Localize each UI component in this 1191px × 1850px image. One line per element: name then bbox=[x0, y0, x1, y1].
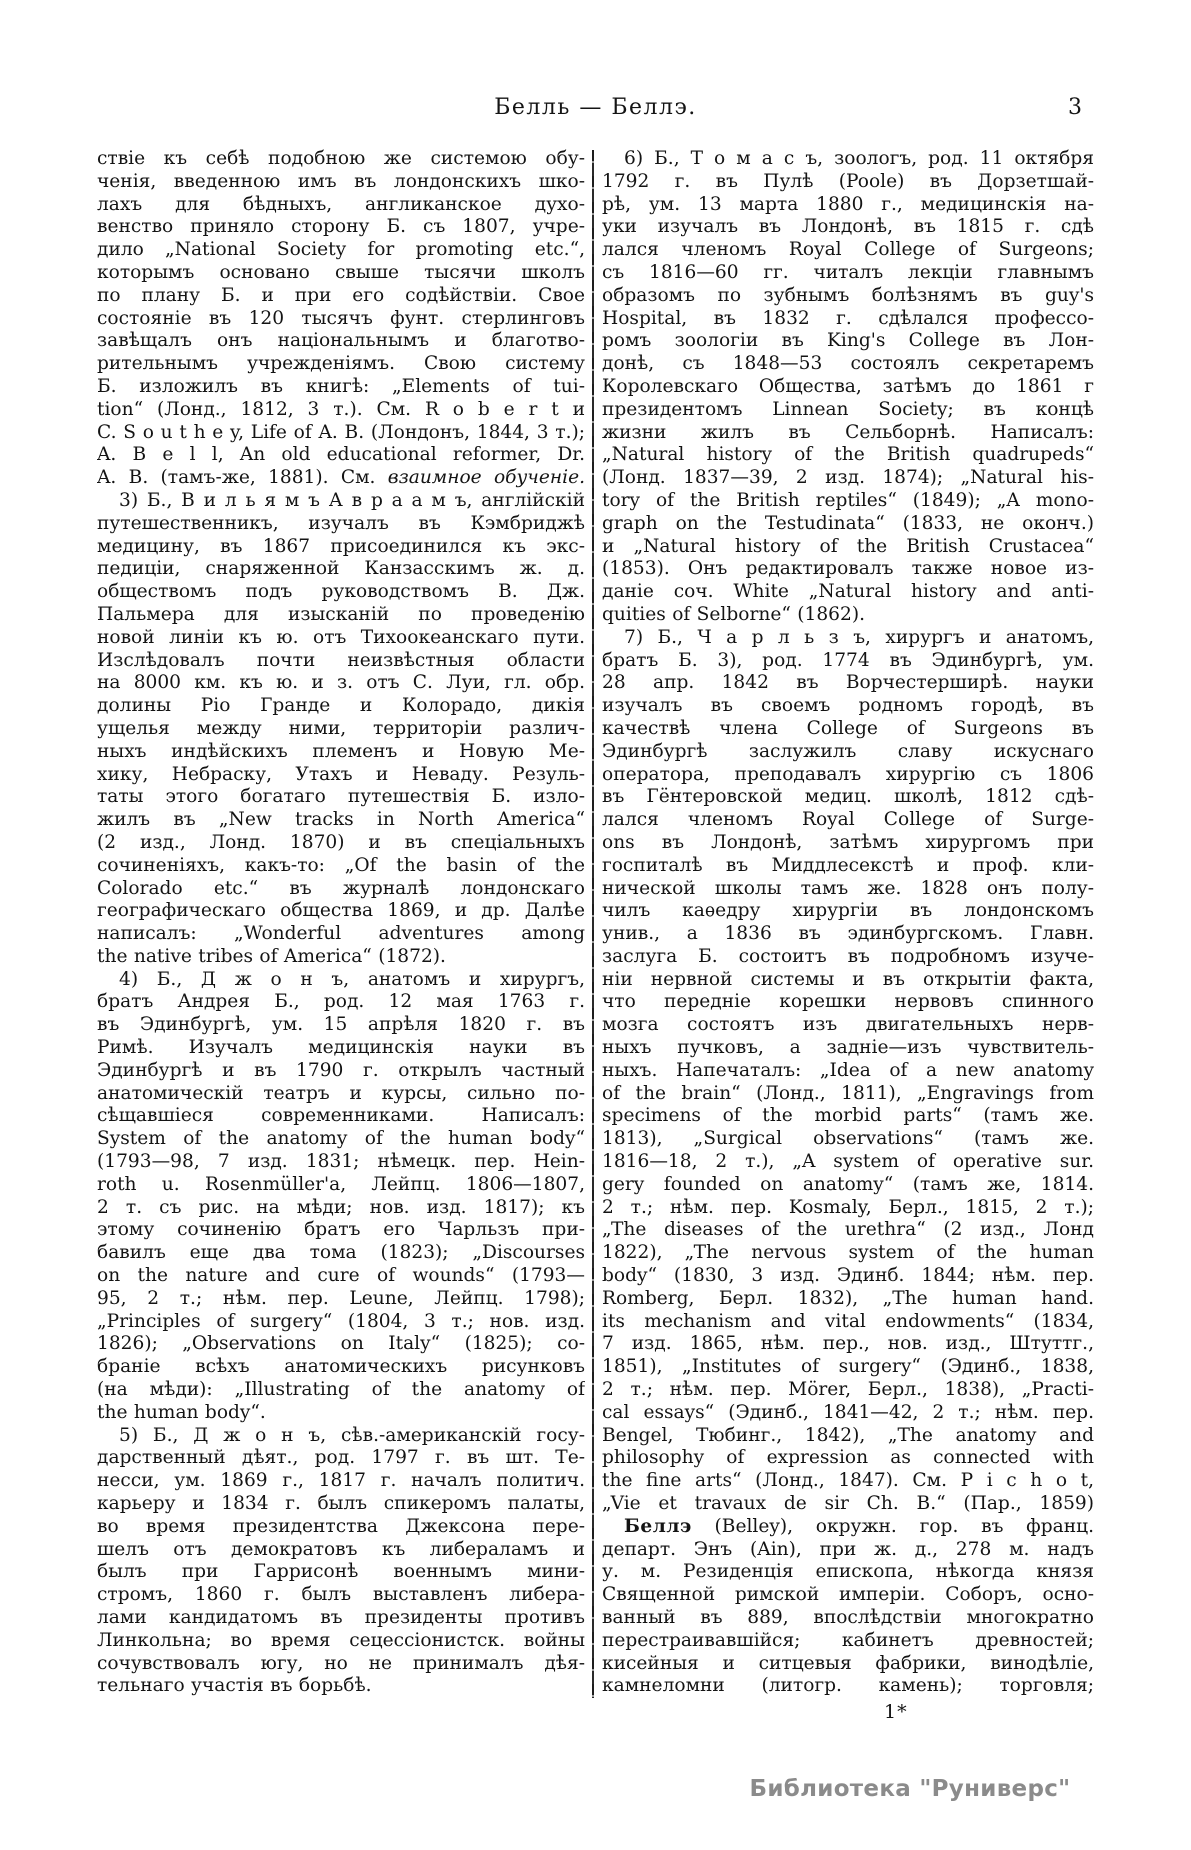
running-head: Белль — Беллэ. bbox=[494, 95, 697, 120]
text-line: нической школы тамъ же. 1828 онъ полу- bbox=[602, 877, 1094, 899]
text-line: Romberg, Берл. 1832), „The human hand. bbox=[602, 1287, 1094, 1309]
text-line: съ 1816—60 гг. читалъ лекціи главнымъ bbox=[602, 261, 1094, 283]
text-line: „Vie et travaux de sir Ch. B.“ (Пар., 1859) bbox=[602, 1493, 1094, 1515]
text-line: лахъ для бѣдныхъ, англиканское духо- bbox=[97, 193, 585, 215]
page-number: 3 bbox=[1068, 95, 1082, 120]
text-line: таты этого богатаго путешествія Б. изло- bbox=[97, 786, 585, 808]
text-line: сочиненіяхъ, какъ-то: „Of the basin of the bbox=[97, 854, 585, 876]
text-line: стромъ, 1860 г. былъ выставленъ либера- bbox=[97, 1584, 585, 1606]
text-line: A. B. (тамъ-же, 1881). См. взаимное обученіе. bbox=[97, 467, 585, 489]
text-line: лался членомъ Royal College of Surgeons; bbox=[602, 239, 1094, 261]
text-line: жизни жилъ въ Сельборнѣ. Написалъ: bbox=[602, 421, 1094, 443]
text-line: даніе соч. White „Natural history and anti- bbox=[602, 581, 1094, 603]
text-line: 1813), „Surgical observations“ (тамъ же. bbox=[602, 1128, 1094, 1150]
text-line: ствіе къ себѣ подобною же системою обу- bbox=[97, 148, 585, 169]
text-line: анатомическій театръ и курсы, сильно по- bbox=[97, 1082, 585, 1104]
text-line: жилъ въ „New tracks in North America“ bbox=[97, 809, 585, 831]
text-line: Беллэ (Belley), окружн. гор. въ франц. bbox=[624, 1515, 1094, 1537]
text-line: дарственный дѣят., род. 1797 г. въ шт. Те- bbox=[97, 1447, 585, 1469]
text-line: cal essays“ (Эдинб., 1841—42, 2 т.; нѣм. пер. bbox=[602, 1401, 1094, 1423]
text-line: 1792 г. въ Пулѣ (Poole) въ Дорзетшай- bbox=[602, 170, 1094, 192]
text-line: несси, ум. 1869 г., 1817 г. началъ политич. bbox=[97, 1470, 585, 1492]
text-line: долины Ріо Гранде и Колорадо, дикія bbox=[97, 695, 585, 717]
text-line: ніи нервной системы и въ открытіи факта, bbox=[602, 968, 1094, 990]
text-line: A. B e l l, An old educational reformer, Dr. bbox=[97, 444, 585, 466]
text-line: 1822), „The nervous system of the human bbox=[602, 1242, 1094, 1264]
text-line: тельнаго участія въ борьбѣ. bbox=[97, 1675, 372, 1697]
text-line: лами кандидатомъ въ президенты противъ bbox=[97, 1607, 585, 1628]
text-line: Эдинбургѣ и въ 1790 г. открылъ частный bbox=[97, 1059, 585, 1081]
text-line: Пальмера для изысканій по проведенію bbox=[97, 603, 585, 625]
text-line: сѣщавшіеся современниками. Написалъ: bbox=[97, 1105, 585, 1127]
text-line: Эдинбургѣ заслужилъ славу искуснаго bbox=[602, 740, 1094, 762]
text-line: мозга состоятъ изъ двигательныхъ нерв- bbox=[602, 1014, 1094, 1036]
text-line: 5) Б., Д ж о н ъ, сѣв.-американскій госу- bbox=[119, 1424, 585, 1446]
text-line: братъ Андрея Б., род. 12 мая 1763 г. bbox=[97, 991, 585, 1013]
text-line: of the brain“ (Лонд., 1811), „Engravings from bbox=[602, 1082, 1094, 1104]
text-line: изучалъ въ своемъ родномъ городѣ, въ bbox=[602, 695, 1094, 717]
text-line: браніе всѣхъ анатомическихъ рисунковъ bbox=[97, 1356, 585, 1378]
text-line: новой линіи къ ю. отъ Тихоокеанскаго пути. bbox=[97, 626, 585, 648]
text-line: и „Natural history of the British Crustacea“ bbox=[602, 535, 1094, 557]
text-line: Королевскаго Общества, затѣмъ до 1861 г bbox=[602, 375, 1094, 397]
text-line: по плану Б. и при его содѣйствіи. Свое bbox=[97, 284, 585, 306]
text-line: госпиталѣ въ Миддлесекстѣ и проф. кли- bbox=[602, 854, 1094, 876]
text-line: Изслѣдовалъ почти неизвѣстныя области bbox=[97, 649, 585, 671]
text-line: дило „National Society for promoting etc.“, bbox=[97, 239, 585, 261]
text-line: 7) Б., Ч а р л ь з ъ, хирургъ и анатомъ, bbox=[624, 626, 1094, 648]
text-line: хику, Небраску, Утахъ и Неваду. Резуль- bbox=[97, 763, 585, 785]
text-line: 7 изд. 1865, нѣм. пер., нов. изд., Штуттг., bbox=[602, 1333, 1094, 1355]
text-line: „The diseases of the urethra“ (2 изд., Лонд bbox=[602, 1219, 1094, 1241]
text-line: въ Гёнтеровской медиц. школѣ, 1812 сдѣ- bbox=[602, 786, 1094, 808]
text-line: ныхъ индѣйскихъ племенъ и Новую Ме- bbox=[97, 740, 585, 762]
text-line: президентомъ Linnean Society; въ концѣ bbox=[602, 398, 1094, 420]
signature-mark: 1* bbox=[884, 1701, 908, 1723]
text-line: что передніе корешки нервовъ спинного bbox=[602, 991, 1094, 1013]
text-line: 2 т.; нѣм. пер. Mörer, Берл., 1838), „Practi- bbox=[602, 1379, 1094, 1401]
text-line: 1816—18, 2 т.), „A system of operative sur. bbox=[602, 1151, 1094, 1173]
text-line: рѣ, ум. 13 марта 1880 г., медицинскія на- bbox=[602, 193, 1094, 215]
text-line: оператора, преподавалъ хирургію съ 1806 bbox=[602, 763, 1094, 785]
left-column bbox=[97, 148, 585, 1698]
text-line: Римѣ. Изучалъ медицинскія науки въ bbox=[97, 1037, 585, 1059]
text-line: этому сочиненію братъ его Чарльзъ при- bbox=[97, 1219, 585, 1241]
text-line: 4) Б., Д ж о н ъ, анатомъ и хирургъ, bbox=[119, 968, 585, 990]
text-line: уки изучалъ въ Лондонѣ, въ 1815 г. сдѣ bbox=[602, 216, 1094, 238]
text-line: Линкольна; во время сецессіонистск. войны bbox=[97, 1629, 585, 1651]
text-line: (на мѣди): „Illustrating of the anatomy of bbox=[97, 1379, 585, 1401]
text-line: братъ Б. 3), род. 1774 въ Эдинбургѣ, ум. bbox=[602, 649, 1094, 671]
text-line: (2 изд., Лонд. 1870) и въ спеціальныхъ bbox=[97, 831, 585, 853]
text-line: ons въ Лондонѣ, затѣмъ хирургомъ при bbox=[602, 831, 1094, 853]
text-line: ущелья между ними, территоріи различ- bbox=[97, 717, 585, 739]
text-line: ромъ зоологіи въ King's College въ Лон- bbox=[602, 330, 1094, 352]
text-line: чилъ каѳедру хирургіи въ лондонскомъ bbox=[602, 900, 1094, 922]
text-line: которымъ основано свыше тысячи школъ bbox=[97, 261, 585, 283]
italic-cross-reference: взаимное обученіе. bbox=[387, 467, 585, 489]
text-line: 95, 2 т.; нѣм. пер. Leune, Лейпц. 1798); bbox=[97, 1287, 585, 1309]
text-line: написалъ: „Wonderful adventures among bbox=[97, 923, 585, 945]
text-line: philosophy of expression as connected with bbox=[602, 1447, 1094, 1469]
text-line: tion“ (Лонд., 1812, 3 т.). См. R o b e r t и bbox=[97, 398, 585, 420]
text-line: ныхъ. Напечаталъ: „Idea of a new anatomy bbox=[602, 1059, 1094, 1081]
text-line: департ. Энъ (Ain), при ж. д., 278 м. надъ bbox=[602, 1538, 1094, 1560]
text-line: Bengel, Тюбинг., 1842), „The anatomy and bbox=[602, 1424, 1094, 1446]
text-line: (1793—98, 7 изд. 1831; нѣмецк. пер. Hein- bbox=[97, 1151, 585, 1173]
text-line: путешественникъ, изучалъ въ Кэмбриджѣ bbox=[97, 512, 585, 534]
text-line: унив., а 1836 въ эдинбургскомъ. Главн. bbox=[602, 923, 1094, 945]
text-line: бавилъ еще два тома (1823); „Discourses bbox=[97, 1242, 585, 1264]
text-line: the human body“. bbox=[97, 1401, 266, 1423]
text-line: 1851), „Institutes of surgery“ (Эдинб., 1838, bbox=[602, 1356, 1094, 1378]
entry-headword: Беллэ bbox=[624, 1515, 692, 1537]
text-line: состояніе въ 120 тысячъ фунт. стерлинговъ bbox=[97, 307, 585, 329]
text-line: tory of the British reptiles“ (1849); „A mono- bbox=[602, 489, 1094, 511]
text-line: венство приняло сторону Б. съ 1807, учре- bbox=[97, 216, 585, 238]
text-line: (Лонд. 1837—39, 2 изд. 1874); „Natural his- bbox=[602, 467, 1094, 489]
text-line: рительнымъ учрежденіямъ. Свою систему bbox=[97, 353, 585, 375]
page-header bbox=[97, 95, 1094, 127]
text-line: graph on the Testudinata“ (1833, не оконч.) bbox=[602, 512, 1094, 534]
text-line: „Principles of surgery“ (1804, 3 т.; нов. изд. bbox=[97, 1310, 585, 1332]
text-line: (1853). Онъ редактировалъ также новое из- bbox=[602, 558, 1094, 580]
text-line: качествѣ члена College of Surgeons въ bbox=[602, 717, 1094, 739]
text-line: its mechanism and vital endowments“ (1834, bbox=[602, 1310, 1094, 1332]
text-line: the native tribes of America“ (1872). bbox=[97, 945, 446, 967]
text-line: the fine arts“ (Лонд., 1847). См. P i c h o t, bbox=[602, 1470, 1094, 1492]
text-line: завѣщалъ онъ національнымъ и благотво- bbox=[97, 330, 585, 352]
text-line: 3) Б., В и л ь я м ъ А в р а а м ъ, англійскій bbox=[119, 489, 585, 511]
text-line: донѣ, съ 1848—53 состоялъ секретаремъ bbox=[602, 353, 1094, 375]
text-line: въ Эдинбургѣ, ум. 15 апрѣля 1820 г. въ bbox=[97, 1014, 585, 1036]
text-line: 1826); „Observations on Italy“ (1825); со- bbox=[97, 1333, 585, 1355]
column-divider-rule bbox=[592, 150, 594, 1698]
text-line: медицину, въ 1867 присоединился къ экс- bbox=[97, 535, 585, 557]
text-line: географическаго общества 1869, и др. Далѣе bbox=[97, 900, 585, 922]
text-line: specimens of the morbid parts“ (тамъ же. bbox=[602, 1105, 1094, 1127]
text-line: C. S o u t h e y, Life of A. B. (Лондонъ, 1844, 3 т.); bbox=[97, 421, 585, 443]
text-line: перестраивавшійся; кабинетъ древностей; bbox=[602, 1629, 1094, 1651]
text-line: у. м. Резиденція епископа, нѣкогда князя bbox=[602, 1561, 1094, 1583]
text-line: на 8000 км. къ ю. и з. отъ С. Луи, гл. обр. bbox=[97, 672, 585, 694]
right-column bbox=[602, 148, 1094, 1698]
text-line: карьеру и 1834 г. былъ спикеромъ палаты, bbox=[97, 1493, 585, 1515]
text-line: образомъ по зубнымъ болѣзнямъ въ guy's bbox=[602, 284, 1094, 306]
text-line: 28 апр. 1842 въ Ворчестерширѣ. науки bbox=[602, 672, 1094, 694]
text-line: on the nature and cure of wounds“ (1793— bbox=[97, 1265, 585, 1287]
text-line: лался членомъ Royal College of Surge- bbox=[602, 809, 1094, 831]
watermark: Библиотека "Руниверс" bbox=[749, 1776, 1071, 1802]
text-line: педиціи, снаряженной Канзасскимъ ж. д. bbox=[97, 558, 585, 580]
text-line: gery founded on anatomy“ (тамъ же, 1814. bbox=[602, 1173, 1094, 1195]
text-line: 2 т.; нѣм. пер. Kosmaly, Берл., 1815, 2 т.); bbox=[602, 1196, 1094, 1218]
text-line: кисейныя и ситцевыя фабрики, винодѣліе, bbox=[602, 1652, 1094, 1674]
text-line: Hospital, въ 1832 г. сдѣлался профессо- bbox=[602, 307, 1094, 329]
text-line: 6) Б., Т о м а с ъ, зоологъ, род. 11 октября bbox=[624, 148, 1094, 169]
text-line: ванный въ 889, впослѣдствіи многократно bbox=[602, 1607, 1094, 1628]
text-line: былъ при Гаррисонѣ военнымъ мини- bbox=[97, 1561, 585, 1583]
text-line: заслуга Б. состоитъ въ подробномъ изуче- bbox=[602, 945, 1094, 967]
text-line: Б. изложилъ въ книгѣ: „Elements of tui- bbox=[97, 375, 585, 397]
text-line: во время президентства Джексона пере- bbox=[97, 1515, 585, 1537]
text-line: обществомъ подъ руководствомъ В. Дж. bbox=[97, 581, 585, 603]
text-line: сочувствовалъ югу, но не принималъ дѣя- bbox=[97, 1652, 585, 1674]
text-line: roth u. Rosenmüller'a, Лейпц. 1806—1807, bbox=[97, 1173, 585, 1195]
text-line: Colorado etc.“ въ журналѣ лондонскаго bbox=[97, 877, 585, 899]
text-line: Священной римской имперіи. Соборъ, осно- bbox=[602, 1584, 1094, 1606]
text-line: quities of Selborne“ (1862). bbox=[602, 603, 865, 625]
text-line: камнеломни (литогр. камень); торговля; bbox=[602, 1675, 1094, 1697]
text-line: System of the anatomy of the human body“ bbox=[97, 1128, 585, 1150]
text-line: 2 т. съ рис. на мѣди; нов. изд. 1817); къ bbox=[97, 1196, 585, 1218]
text-line: „Natural history of the British quadrupeds“ bbox=[602, 444, 1094, 466]
text-line: ченія, введенною имъ въ лондонскихъ шко- bbox=[97, 170, 585, 192]
text-line: шелъ отъ демократовъ къ либераламъ и bbox=[97, 1538, 585, 1560]
text-line: body“ (1830, 3 изд. Эдинб. 1844; нѣм. пер. bbox=[602, 1265, 1094, 1287]
text-line: ныхъ пучковъ, а задніе—изъ чувствитель- bbox=[602, 1037, 1094, 1059]
